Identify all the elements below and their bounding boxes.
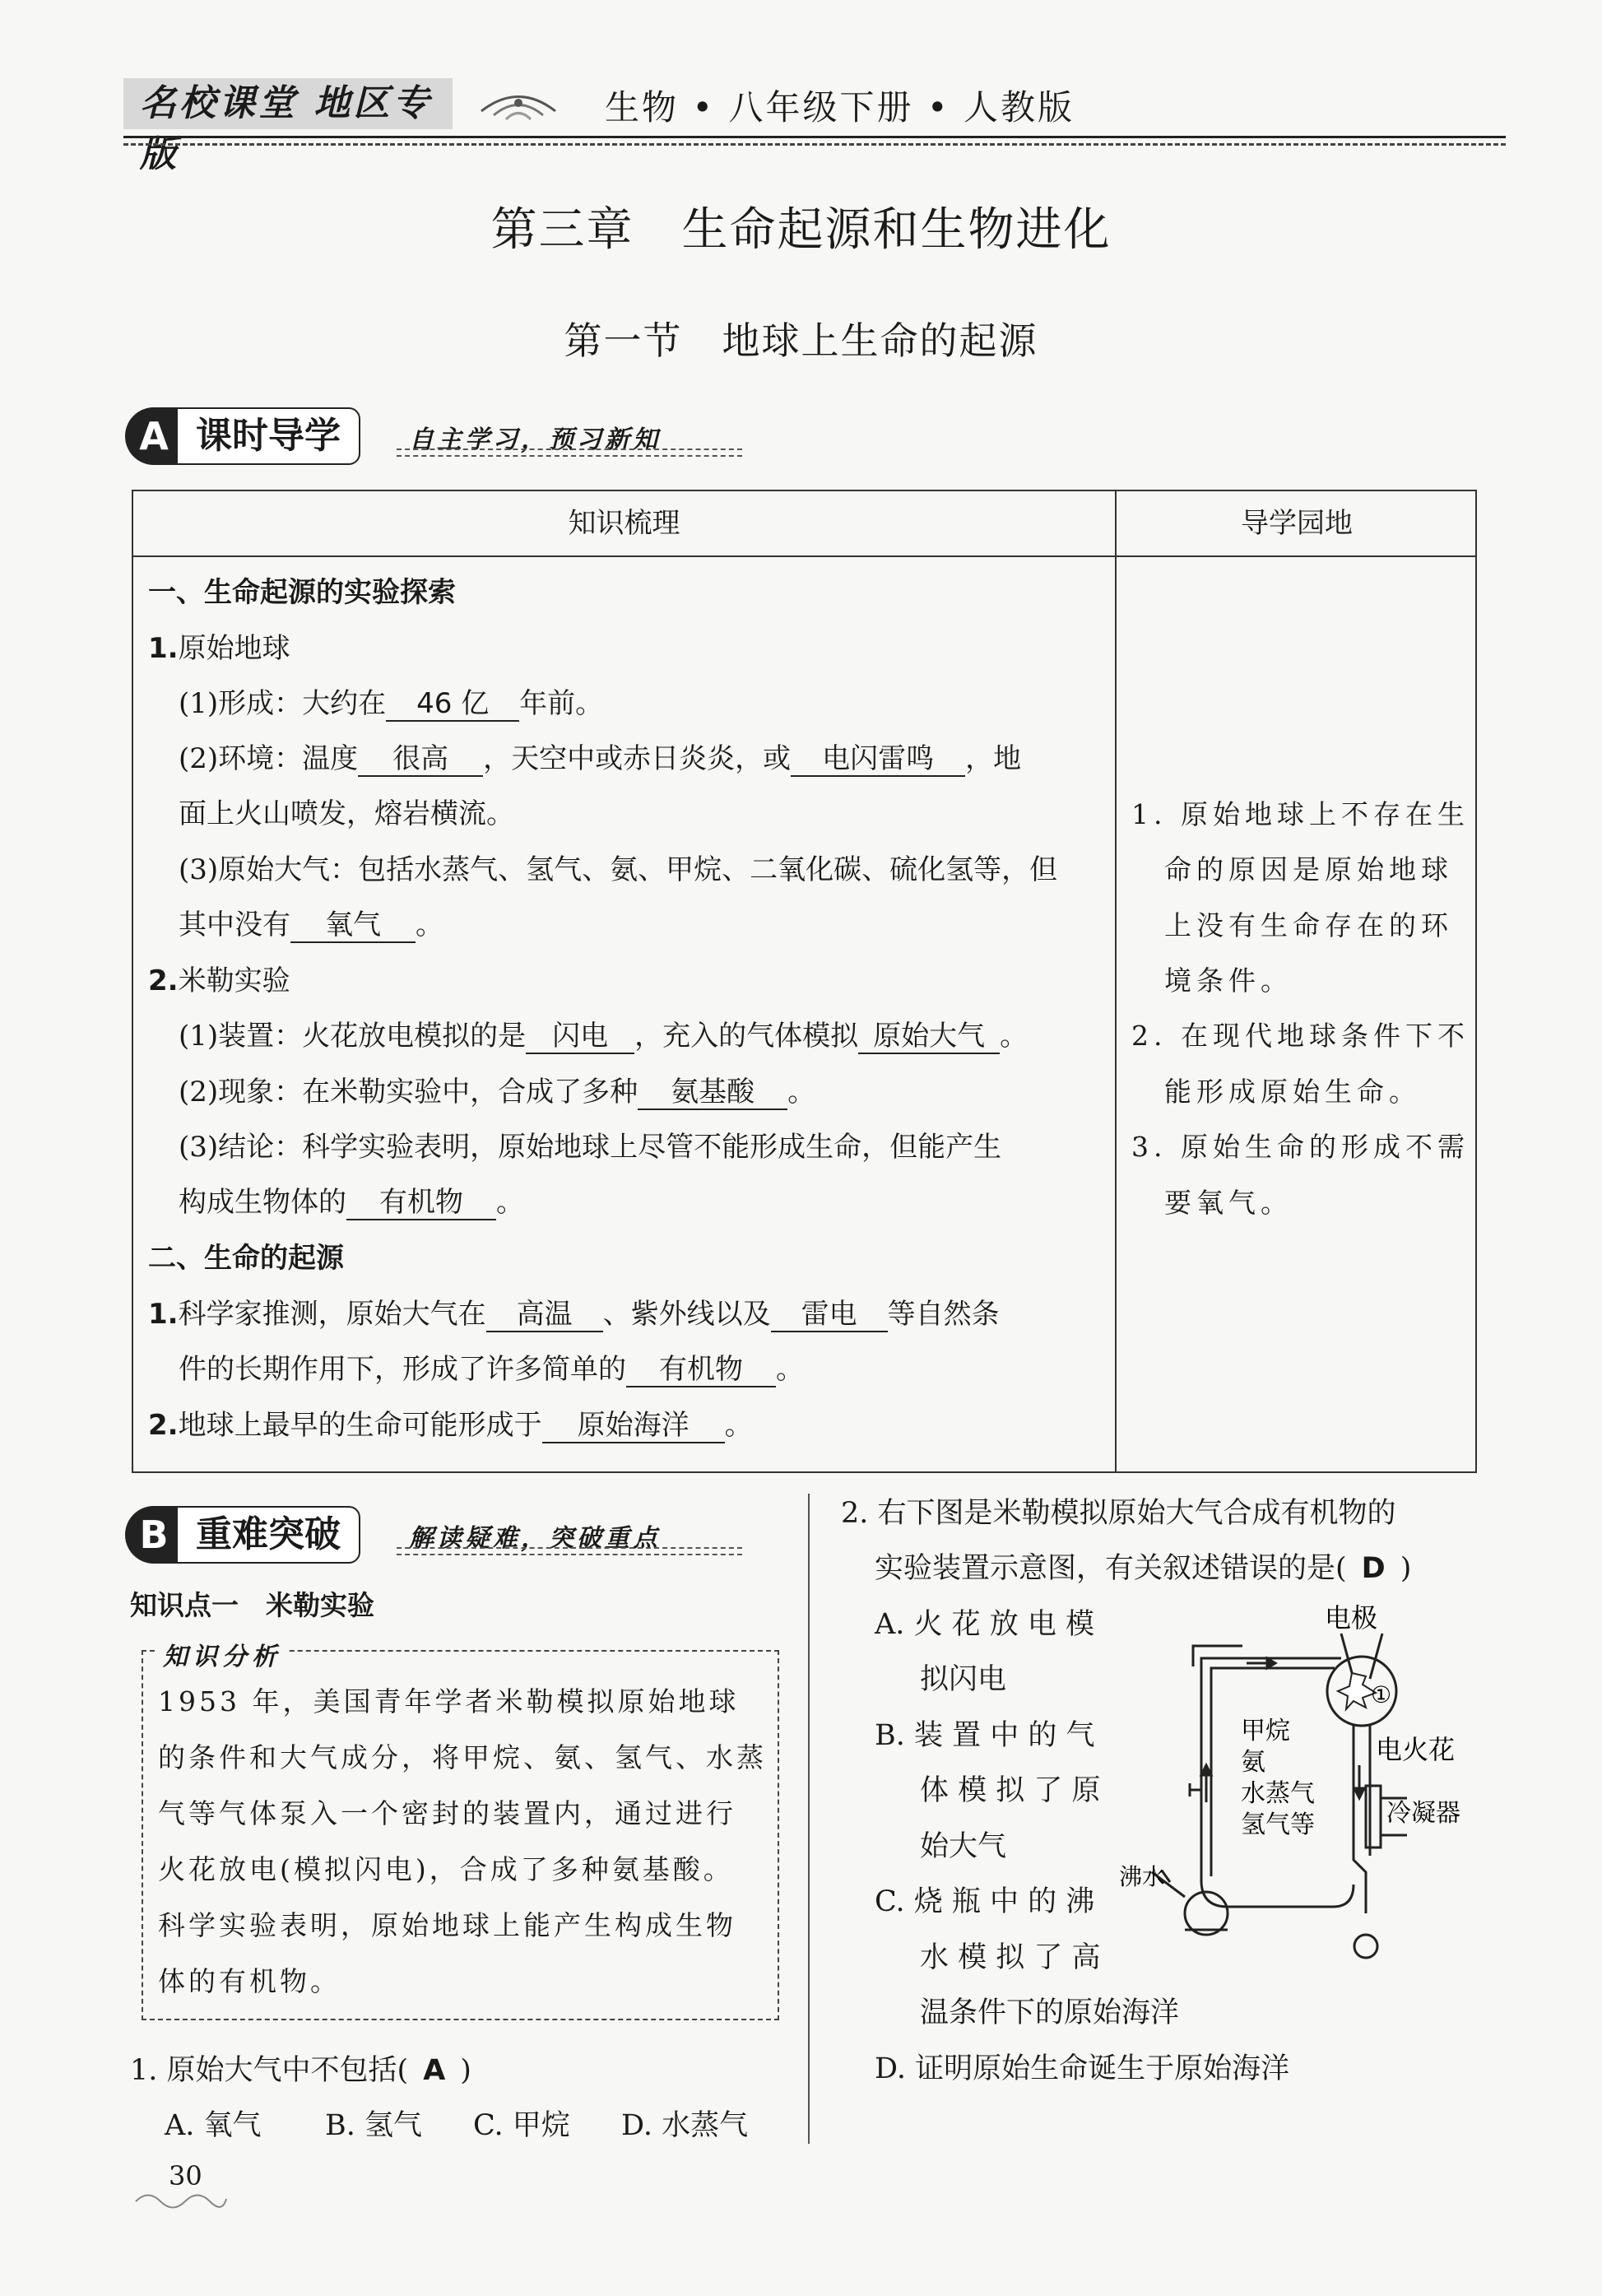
- side-valve: [1190, 1783, 1201, 1796]
- section-a-label: 课时导学: [176, 407, 360, 465]
- answer-blank: 高温: [486, 1298, 603, 1332]
- answer-blank: 原始海洋: [542, 1409, 725, 1443]
- brand-banner: 名校课堂 地区专版: [123, 78, 453, 129]
- knowledge-point-heading: 知识点一 米勒实验: [130, 1589, 374, 1621]
- part2-heading: 二、生命的起源: [148, 1242, 344, 1275]
- item1-heading: 1.原始地球: [148, 632, 290, 665]
- q2-option-c-line: 温条件下的原始海洋: [920, 1996, 1180, 2029]
- chapter-title: 第三章 生命起源和生物进化: [490, 203, 1112, 257]
- answer-blank: 氨基酸: [638, 1076, 787, 1110]
- header-rule-dashed: [123, 143, 1506, 146]
- origin2-line: 2.地球上最早的生命可能形成于 原始海洋 。: [148, 1409, 753, 1442]
- q2-option-b-line: B. 装 置 中 的 气: [875, 1719, 1095, 1752]
- section-a-slogan: 自主学习，预习新知: [409, 425, 661, 454]
- gas-label: 水蒸气: [1241, 1779, 1315, 1808]
- q1-option-c: C. 甲烷: [473, 2109, 570, 2142]
- q2-stem-line1: 2. 右下图是米勒模拟原始大气合成有机物的: [841, 1497, 1396, 1530]
- item2-heading: 2.米勒实验: [148, 964, 290, 997]
- analysis-line: 体的有机物。: [158, 1965, 341, 1997]
- page-number: 30: [169, 2160, 202, 2191]
- guide-note: 能形成原始生命。: [1164, 1076, 1421, 1108]
- q1-option-d: D. 水蒸气: [621, 2109, 749, 2142]
- miller-apparatus-diagram: [1119, 1601, 1498, 1971]
- tube-right: [1354, 1726, 1366, 1913]
- tube-left-inner: [1211, 1668, 1335, 1876]
- column-divider: [808, 1494, 810, 2144]
- q1-answer: A: [423, 2054, 446, 2087]
- section-b-letter: B: [125, 1506, 183, 1564]
- q2-option-b-line: 始大气: [920, 1830, 1007, 1863]
- analysis-line: 科学实验表明，原始地球上能产生构成生物: [158, 1909, 736, 1941]
- tube-left: [1201, 1658, 1341, 1880]
- answer-blank: 雷电: [771, 1298, 888, 1332]
- q1-stem: 1. 原始大气中不包括( A ): [130, 2054, 471, 2087]
- marker-label: ①: [1371, 1681, 1392, 1708]
- slogan-underline: [397, 455, 742, 457]
- col-header-guide: 导学园地: [1241, 507, 1353, 540]
- answer-blank: 原始大气: [858, 1020, 1000, 1054]
- guide-note: 3. 原始生命的形成不需: [1131, 1131, 1470, 1163]
- analysis-line: 的条件和大气成分，将甲烷、氨、氢气、水蒸: [158, 1741, 767, 1773]
- q1-option-a: A. 氧气: [165, 2109, 262, 2142]
- q2-option-c-line: 水 模 拟 了 高: [920, 1941, 1101, 1974]
- slogan-underline: [397, 449, 742, 450]
- knowledge-analysis-title: 知识分析: [156, 1636, 288, 1672]
- section-a-letter: A: [125, 407, 183, 465]
- spark-label: 电火花: [1376, 1734, 1456, 1765]
- section-b-slogan: 解读疑难，突破重点: [409, 1524, 661, 1553]
- conclusion-line: (3)结论：科学实验表明，原始地球上尽管不能形成生命，但能产生: [179, 1131, 1002, 1164]
- answer-blank: 有机物: [346, 1186, 496, 1220]
- gas-label: 氨: [1241, 1748, 1265, 1777]
- q2-option-b-line: 体 模 拟 了 原: [920, 1774, 1101, 1807]
- electrode-label: 电极: [1325, 1602, 1378, 1634]
- q1-option-b: B. 氢气: [325, 2109, 422, 2142]
- atmosphere-line: (3)原始大气：包括水蒸气、氢气、氨、甲烷、二氧化碳、硫化氢等，但: [179, 853, 1058, 886]
- origin1-line: 1.科学家推测，原始大气在 高温 、紫外线以及 雷电 等自然条: [148, 1298, 1000, 1331]
- analysis-line: 火花放电(模拟闪电)，合成了多种氨基酸。: [158, 1853, 734, 1885]
- gas-label: 氢气等: [1241, 1810, 1315, 1839]
- environment-line: (2)环境：温度 很高 ，天空中或赤日炎炎，或 电闪雷鸣 ，地: [179, 742, 1022, 775]
- section-a-tab: [125, 407, 750, 465]
- guide-note: 命的原因是原始地球: [1164, 853, 1453, 885]
- q2-option-a-line: 拟闪电: [920, 1663, 1007, 1696]
- atmosphere-line-2: 其中没有 氧气 。: [179, 909, 443, 941]
- answer-blank: 电闪雷鸣: [791, 742, 965, 777]
- slogan-underline: [397, 1547, 742, 1549]
- q2-option-a-line: A. 火 花 放 电 模: [875, 1608, 1095, 1641]
- answer-blank: 很高: [358, 742, 483, 777]
- environment-line-2: 面上火山喷发，熔岩横流。: [179, 797, 514, 830]
- guide-note: 要氧气。: [1164, 1187, 1293, 1219]
- condenser-label: 冷凝器: [1386, 1799, 1460, 1828]
- answer-blank: 46 亿: [386, 687, 519, 722]
- phenomenon-line: (2)现象：在米勒实验中，合成了多种 氨基酸 。: [179, 1076, 816, 1108]
- guide-note: 境条件。: [1164, 964, 1293, 997]
- q2-stem-line2: 实验装置示意图，有关叙述错误的是( D ): [875, 1552, 1412, 1585]
- header-rule: [123, 136, 1506, 138]
- slogan-underline: [397, 1554, 742, 1555]
- leaf-ornament-icon: [473, 78, 564, 128]
- guide-note: 上没有生命存在的环: [1164, 909, 1453, 941]
- q2-answer: D: [1361, 1552, 1386, 1585]
- answer-blank: 闪电: [526, 1020, 634, 1054]
- collector-bulb: [1354, 1935, 1377, 1958]
- conclusion-line-2: 构成生物体的 有机物 。: [179, 1186, 524, 1219]
- q2-option-c-line: C. 烧 瓶 中 的 沸: [875, 1885, 1095, 1918]
- table-header-rule: [133, 555, 1475, 557]
- condenser-jacket: [1366, 1786, 1381, 1847]
- section-title: 第一节 地球上生命的起源: [564, 318, 1038, 363]
- guide-note: 2. 在现代地球条件下不: [1131, 1020, 1470, 1052]
- boiling-water-label: 沸水: [1119, 1863, 1166, 1890]
- part1-heading: 一、生命起源的实验探索: [148, 576, 456, 609]
- guide-note: 1. 原始地球上不存在生: [1131, 798, 1470, 830]
- analysis-line: 1953 年，美国青年学者米勒模拟原始地球: [158, 1685, 740, 1717]
- subject-label: 生物 • 八年级下册 • 人教版: [605, 87, 1075, 128]
- section-b-tab: [125, 1506, 750, 1564]
- formation-line: (1)形成：大约在 46 亿 年前。: [179, 687, 604, 720]
- answer-blank: 有机物: [626, 1353, 776, 1387]
- device-line: (1)装置：火花放电模拟的是 闪电 ，充入的气体模拟 原始大气 。: [179, 1020, 1029, 1053]
- analysis-line: 气等气体泵入一个密封的装置内，通过进行: [158, 1797, 736, 1829]
- gas-label: 甲烷: [1241, 1717, 1290, 1745]
- table-divider: [1115, 491, 1117, 1471]
- guide-table: [132, 490, 1477, 1473]
- section-b-label: 重难突破: [176, 1506, 360, 1564]
- footer-swirl-icon: [132, 2189, 230, 2210]
- q2-option-d: D. 证明原始生命诞生于原始海洋: [875, 2052, 1290, 2085]
- origin1-line-2: 件的长期作用下，形成了许多简单的 有机物 。: [179, 1353, 804, 1386]
- col-header-knowledge: 知识梳理: [568, 507, 680, 540]
- answer-blank: 氧气: [290, 909, 416, 943]
